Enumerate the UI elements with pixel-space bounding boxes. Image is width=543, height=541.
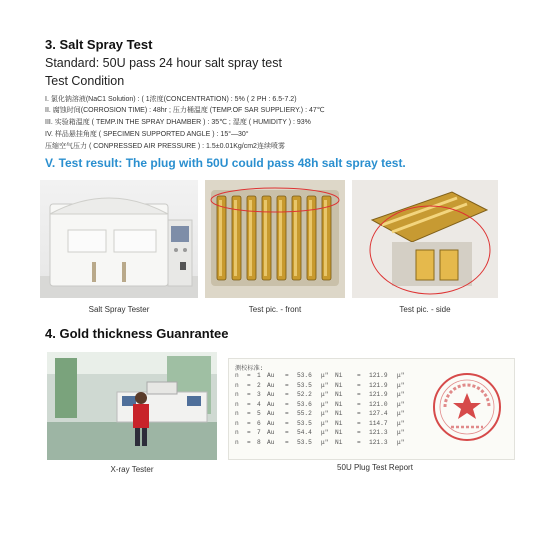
report-cell: n — [235, 410, 239, 417]
report-cell: n — [235, 438, 239, 446]
report-cell: = — [285, 429, 289, 436]
report-cell: = — [247, 429, 251, 436]
report-cell: = — [357, 429, 361, 436]
report-cell: μ" — [321, 419, 329, 427]
report-cell: μ" — [321, 381, 329, 389]
report-cell: μ" — [397, 410, 405, 417]
report-cell: = — [247, 372, 251, 379]
report-cell: 8 — [257, 438, 261, 446]
report-cell: Au — [267, 381, 275, 389]
report-row — [235, 401, 425, 408]
report-cell: 3 — [257, 391, 261, 398]
report-cell: = — [285, 419, 289, 427]
report-cell: Au — [267, 410, 275, 417]
report-cell: μ" — [397, 400, 405, 408]
report-cell: Ni — [335, 381, 343, 389]
report-cell: 6 — [257, 419, 261, 427]
condition-line: 压缩空气压力 ( CONPRESSED AIR PRESSURE ) : 1.5±0.01Kg/cm2连续喷雾 — [45, 143, 285, 150]
report-cell: μ" — [321, 391, 329, 398]
gold-thickness-title: 4. Gold thickness Guanrantee — [45, 326, 229, 341]
report-cell: = — [247, 419, 251, 427]
report-cell: 121.9 — [369, 372, 388, 379]
report-cell: μ" — [321, 400, 329, 408]
report-cell: n — [235, 372, 239, 379]
report-cell: 1 — [257, 372, 261, 379]
report-cell: = — [357, 419, 361, 427]
report-cell: = — [247, 438, 251, 446]
report-cell: = — [247, 381, 251, 389]
report-row — [235, 439, 425, 446]
report-cell: = — [247, 410, 251, 417]
report-cell: 54.4 — [297, 429, 312, 436]
report-cell: 114.7 — [369, 419, 388, 427]
report-cell: = — [285, 381, 289, 389]
report-cell: n — [235, 400, 239, 408]
report-cell: Au — [267, 419, 275, 427]
report-cell: Ni — [335, 429, 343, 436]
report-cell: Ni — [335, 410, 343, 417]
report-cell: μ" — [321, 372, 329, 379]
report-row — [235, 391, 425, 398]
report-cell: Ni — [335, 400, 343, 408]
salt-spray-tester-photo — [40, 180, 198, 298]
report-cell: = — [357, 438, 361, 446]
company-seal — [429, 367, 507, 447]
report-cell: 121.9 — [369, 381, 388, 389]
test-pic-front-photo — [205, 180, 345, 298]
report-row — [235, 372, 425, 379]
report-cell: Ni — [335, 372, 343, 379]
report-cell: = — [285, 372, 289, 379]
report-cell: Au — [267, 429, 275, 436]
report-cell: μ" — [321, 410, 329, 417]
report-cell: = — [285, 391, 289, 398]
test-condition-heading: Test Condition — [45, 74, 125, 88]
report-cell: μ" — [397, 438, 405, 446]
report-cell: 52.2 — [297, 391, 312, 398]
report-cell: 53.5 — [297, 419, 312, 427]
report-cell: Au — [267, 438, 275, 446]
report-cell: 53.5 — [297, 438, 312, 446]
photo-caption: Test pic. - side — [399, 305, 451, 314]
report-row — [235, 420, 425, 427]
report-cell: n — [235, 391, 239, 398]
report-cell: 121.3 — [369, 438, 388, 446]
report-row — [235, 382, 425, 389]
report-cell: 55.2 — [297, 410, 312, 417]
report-cell: 7 — [257, 429, 261, 436]
report-cell: = — [285, 400, 289, 408]
report-cell: 121.0 — [369, 400, 388, 408]
report-cell: = — [247, 391, 251, 398]
report-cell: n — [235, 381, 239, 389]
standard-text: Standard: 50U pass 24 hour salt spray test — [45, 56, 282, 70]
condition-line: II. 腐蚀时间(CORROSION TIME) : 48hr ; 压力桶温度 (TEMP.OF SAR SUPPLIERY.) : 47℃ — [45, 107, 325, 114]
report-cell: = — [285, 410, 289, 417]
report-cell: 2 — [257, 381, 261, 389]
report-cell: Ni — [335, 438, 343, 446]
photo-caption: X-ray Tester — [110, 465, 154, 474]
report-cell: n — [235, 419, 239, 427]
report-header: 测校标准: — [235, 365, 264, 372]
report-cell: = — [357, 372, 361, 379]
report-cell: 53.6 — [297, 372, 312, 379]
report-cell: μ" — [397, 381, 405, 389]
photo-caption: Test pic. - front — [248, 305, 302, 314]
report-cell: 4 — [257, 400, 261, 408]
report-cell: = — [357, 410, 361, 417]
report-cell: 121.3 — [369, 429, 388, 436]
report-cell: = — [357, 381, 361, 389]
photo-caption: Salt Spray Tester — [88, 305, 150, 314]
test-result-text: V. Test result: The plug with 50U could pass 48h salt spray test. — [45, 156, 406, 170]
salt-spray-title: 3. Salt Spray Test — [45, 37, 153, 52]
report-cell: μ" — [321, 438, 329, 446]
report-cell: Ni — [335, 419, 343, 427]
report-cell: 127.4 — [369, 410, 388, 417]
report-row — [235, 410, 425, 417]
report-cell: μ" — [321, 429, 329, 436]
report-cell: Ni — [335, 391, 343, 398]
report-cell: μ" — [397, 429, 405, 436]
photo-caption: 50U Plug Test Report — [337, 463, 413, 472]
condition-line: IV. 样品悬挂角度 ( SPECIMEN SUPPORTED ANGLE ) : 15°—30° — [45, 131, 249, 138]
test-pic-side-photo — [352, 180, 498, 298]
report-cell: = — [285, 438, 289, 446]
report-cell: 121.9 — [369, 391, 388, 398]
report-cell: n — [235, 429, 239, 436]
report-cell: = — [357, 400, 361, 408]
condition-line: III. 实验箱温度 ( TEMP.IN THE SPRAY DHAMBER ) : 35℃ ; 湿度 ( HUMIDITY ) : 93% — [45, 119, 311, 126]
report-cell: Au — [267, 372, 275, 379]
report-row — [235, 429, 425, 436]
report-cell: μ" — [397, 391, 405, 398]
report-cell: μ" — [397, 419, 405, 427]
report-cell: μ" — [397, 372, 405, 379]
report-table — [235, 372, 435, 452]
report-cell: 5 — [257, 410, 261, 417]
report-cell: Au — [267, 391, 275, 398]
report-cell: 53.6 — [297, 400, 312, 408]
report-cell: = — [247, 400, 251, 408]
report-cell: Au — [267, 400, 275, 408]
report-cell: 53.5 — [297, 381, 312, 389]
x-ray-tester-photo — [47, 352, 217, 460]
test-report-image — [228, 358, 515, 460]
condition-line: I. 氯化钠溶液(NaC1 Solution) : ( 1浓度(CONCENTRATION) : 5% ( 2 PH : 6.5-7.2) — [45, 96, 297, 103]
report-cell: = — [357, 391, 361, 398]
